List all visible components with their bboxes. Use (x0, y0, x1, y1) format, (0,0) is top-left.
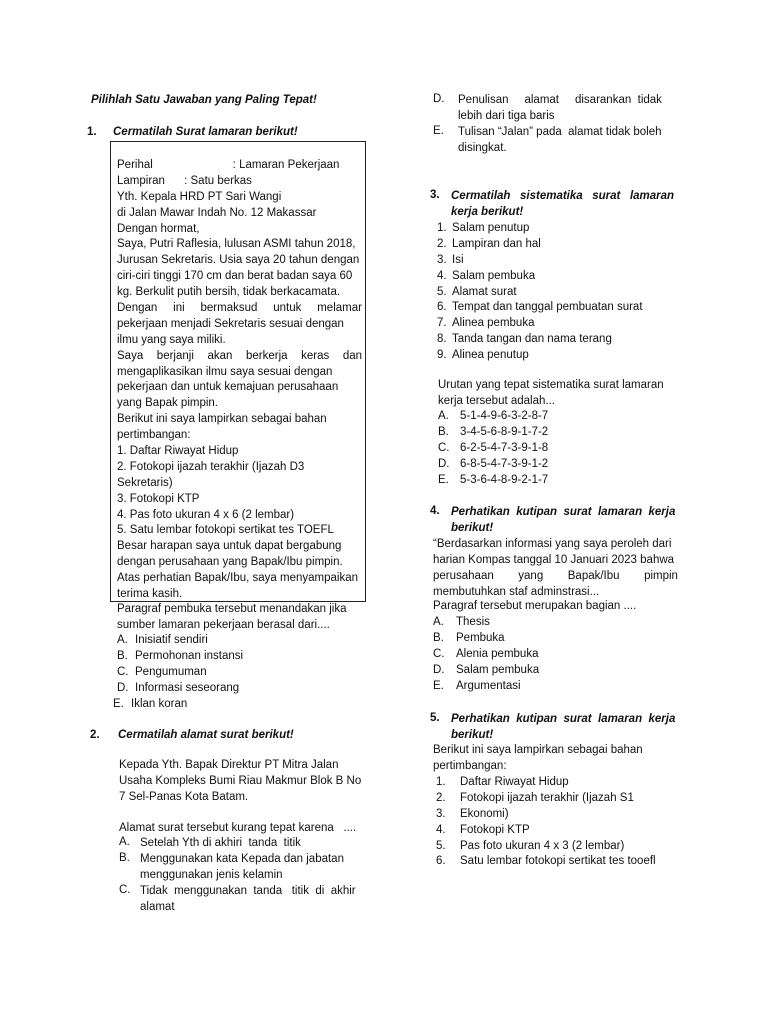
q4-option (433, 615, 678, 631)
q2-option-marker: C. (119, 883, 131, 896)
q3-item-marker: 6. (437, 301, 447, 314)
letter-address-text (119, 758, 363, 806)
q1-option-marker: B. (117, 649, 128, 662)
letter-line (117, 349, 362, 365)
q3-item-text: Alinea penutup (452, 349, 529, 362)
q4-option-text: Thesis (456, 616, 490, 628)
letter-line-word: ini (173, 302, 185, 315)
q1-option (117, 649, 362, 665)
address-line: Usaha Kompleks Bumi Riau Makmur Blok B No (119, 774, 362, 787)
letter-line: Jurusan Sekretaris. Usia saya 20 tahun dengan (117, 254, 360, 267)
letter-line-word: untuk (273, 302, 302, 315)
question-1-stem-line: sumber lamaran pekerjaan berasal dari.... (117, 618, 330, 631)
q3-option-text: 6-2-5-4-7-3-9-1-8 (460, 441, 549, 454)
question-4-options (433, 615, 678, 694)
q1-option-text: Informasi seseorang (135, 681, 240, 694)
letter-line: Besar harapan saya untuk dapat bergabung (117, 540, 342, 553)
question-4-stem: Paragraf tersebut merupakan bagian .... (433, 600, 637, 612)
letter-line: terima kasih. (117, 588, 183, 601)
q3-item-marker: 7. (437, 317, 447, 330)
q4-option-text: Salam pembuka (456, 663, 540, 676)
question-1-stem-line: Paragraf pembuka tersebut menandakan jika (117, 603, 347, 615)
letter-line: ilmu yang saya miliki. (117, 333, 226, 346)
letter-line: Atas perhatian Bapak/Ibu, saya menyampaikan (117, 572, 359, 585)
letter-line-word: Saya (117, 349, 144, 362)
q1-option-marker: D. (117, 681, 129, 694)
address-line: 7 Sel-Panas Kota Batam. (119, 790, 249, 803)
q3-option-marker: C. (438, 441, 450, 454)
q3-item (437, 332, 677, 348)
q3-option-marker: A. (438, 410, 449, 422)
q3-option-text: 5-1-4-9-6-3-2-8-7 (460, 410, 549, 422)
letter-line: mengaplikasikan ilmu saya sesuai dengan (117, 365, 333, 378)
letter-line: 3. Fotokopi KTP (117, 492, 200, 505)
q2-option-cont (433, 93, 678, 125)
letter-line: pertimbangan: (117, 429, 191, 442)
quote-line-word: yang (518, 569, 544, 582)
q5-item (436, 854, 678, 870)
quote-line-word: pimpin (644, 569, 678, 582)
q3-item (437, 221, 677, 237)
q5-item-text: Daftar Riwayat Hidup (460, 776, 569, 788)
q2-option-cont-text: disingkat. (458, 141, 507, 154)
q3-item-text: Salam pembuka (452, 269, 536, 282)
q5-item (436, 823, 678, 839)
q5-item-marker: 5. (436, 839, 446, 852)
question-4-title-line: Perhatikan kutipan surat lamaran kerja (451, 506, 676, 518)
q2-option-marker: B. (119, 851, 130, 864)
q5-item (436, 839, 678, 855)
letter-line: 5. Satu lembar fotokopi sertikat tes TOEFL (117, 524, 334, 537)
page-heading: Pilihlah Satu Jawaban yang Paling Tepat! (91, 94, 317, 106)
q5-item-marker: 4. (436, 823, 446, 836)
q2-option (119, 836, 363, 852)
letter-line-word: dan (342, 349, 362, 362)
question-2-options-continued (433, 93, 678, 157)
letter-line: di Jalan Mawar Indah No. 12 Makassar (117, 206, 317, 219)
question-5-title-line: berikut! (451, 728, 494, 741)
letter-line-word: berjanji (156, 349, 194, 362)
question-5-title-line: Perhatikan kutipan surat lamaran kerja (451, 713, 676, 725)
q5-item-marker: 6. (436, 855, 446, 868)
letter-line: Lampiran : Satu berkas (117, 174, 252, 187)
q3-option (438, 473, 678, 489)
q2-option-text: alamat (140, 900, 175, 913)
q3-item (437, 269, 677, 285)
application-letter-text (117, 158, 362, 603)
q3-item-marker: 3. (437, 253, 447, 266)
q2-option (119, 852, 363, 884)
q3-item-text: Salam penutup (452, 222, 530, 234)
quote-line: “Berdasarkan informasi yang saya peroleh dari (433, 538, 672, 550)
quote-line-word: Bapak/Ibu (567, 569, 620, 582)
q4-option-marker: A. (433, 616, 444, 628)
q2-option-text: menggunakan jenis kelamin (140, 868, 283, 881)
question-4-title-line: berikut! (451, 521, 494, 534)
quote-line: harian Kompas tanggal 10 Januari 2023 bahwa (433, 553, 675, 566)
q5-item (436, 807, 678, 823)
q2-option-cont-text: lebih dari tiga baris (458, 109, 555, 122)
q2-option-marker: A. (119, 836, 130, 848)
question-3-title-line: Cermatilah sistematika surat lamaran (451, 190, 675, 202)
q3-option (438, 409, 678, 425)
q3-option-marker: E. (438, 473, 449, 486)
q3-item-text: Tanda tangan dan nama terang (452, 333, 612, 346)
q2-option (119, 884, 363, 916)
q5-item-text: Pas foto ukuran 4 x 3 (2 lembar) (460, 839, 625, 852)
question-2-number: 2. (90, 729, 100, 741)
q2-option-cont-marker: E. (433, 124, 444, 137)
q4-option-marker: E. (433, 679, 444, 692)
question-2-options (119, 836, 363, 915)
question-4-quote (433, 537, 678, 601)
letter-line: Dengan hormat, (117, 222, 200, 235)
q5-item-marker: 2. (436, 791, 446, 804)
q4-option-text: Argumentasi (456, 679, 521, 692)
q1-option-text: Pengumuman (135, 665, 207, 678)
q2-option-line (119, 900, 363, 916)
q3-item-marker: 4. (437, 269, 447, 282)
q2-option-cont-marker: D. (433, 93, 445, 105)
letter-line: yang Bapak pimpin. (117, 397, 219, 410)
letter-line: pekerjaan dan untuk kemajuan perusahaan (117, 381, 339, 394)
q3-item-text: Lampiran dan hal (452, 237, 541, 250)
letter-line: 2. Fotokopi ijazah terakhir (Ijazah D3 (117, 460, 305, 473)
question-1-stem (117, 602, 362, 634)
q3-option-text: 6-8-5-4-7-3-9-1-2 (460, 457, 549, 470)
q3-item-text: Isi (452, 253, 464, 266)
q2-option-cont-line (433, 93, 678, 109)
q3-option (438, 457, 678, 473)
q2-option-cont-line (433, 141, 678, 157)
q3-item-marker: 5. (437, 285, 447, 298)
q3-item-marker: 2. (437, 237, 447, 250)
q2-option-text: Setelah Yth di akhiri tanda titik (140, 837, 301, 849)
q1-option-marker: A. (117, 634, 128, 646)
q2-option-cont-text: Tulisan “Jalan” pada alamat tidak boleh (458, 125, 662, 138)
q3-item (437, 300, 677, 316)
q3-item (437, 348, 677, 364)
letter-line-word: keras (301, 349, 330, 362)
question-3-title-line: kerja berikut! (451, 205, 524, 218)
question-3-list (437, 221, 677, 364)
q4-option-marker: C. (433, 647, 445, 660)
q2-option-cont-line (433, 125, 678, 141)
q4-option-marker: D. (433, 663, 445, 676)
question-3-options (438, 409, 678, 488)
letter-line: Berikut ini saya lampirkan sebagai bahan (117, 413, 327, 426)
q3-item (437, 285, 677, 301)
q2-option-cont (433, 125, 678, 157)
quote-line: membutuhkan staf adminstrasi... (433, 585, 600, 598)
q5-item-marker: 3. (436, 807, 446, 820)
q4-option (433, 631, 678, 647)
q4-option (433, 663, 678, 679)
letter-line: Perihal : Lamaran Pekerjaan (117, 159, 340, 171)
q1-option-text: Inisiatif sendiri (135, 634, 208, 646)
q3-option-marker: B. (438, 425, 449, 438)
letter-line: ciri-ciri tinggi 170 cm dan berat badan saya 60 (117, 270, 353, 283)
letter-line: Yth. Kepala HRD PT Sari Wangi (117, 190, 282, 203)
question-5-list (436, 775, 678, 870)
q4-option (433, 647, 678, 663)
q1-option-text: Permohonan instansi (135, 649, 244, 662)
letter-line-word: berkerja (245, 349, 288, 362)
q3-item-text: Alinea pembuka (452, 317, 535, 330)
q1-option (113, 697, 358, 713)
q3-item (437, 253, 677, 269)
q2-option-cont-line (433, 109, 678, 125)
q1-option-marker: E. (113, 697, 124, 710)
q2-option-text: Menggunakan kata Kepada dan jabatan (140, 852, 344, 865)
quote-line-word: perusahaan (433, 569, 494, 582)
q3-option (438, 425, 678, 441)
q5-item (436, 775, 678, 791)
question-2-title: Cermatilah alamat surat berikut! (118, 729, 294, 741)
q3-item-marker: 9. (437, 349, 447, 362)
question-3-stem-line: kerja tersebut adalah... (438, 394, 555, 407)
q5-item-text: Ekonomi) (460, 807, 509, 820)
q2-option-cont-text: Penulisan alamat disarankan tidak (458, 94, 662, 106)
q5-item (436, 791, 678, 807)
intro-line: Berikut ini saya lampirkan sebagai bahan (433, 744, 643, 756)
letter-line: dengan perusahaan yang Bapak/Ibu pimpin. (117, 556, 343, 569)
q5-item-text: Fotokopi ijazah terakhir (Ijazah S1 (460, 791, 634, 804)
question-2-stem: Alamat surat tersebut kurang tepat karena .... (119, 822, 357, 834)
q4-option-text: Alenia pembuka (456, 647, 539, 660)
q2-option-line (119, 836, 363, 852)
q5-item-text: Fotokopi KTP (460, 823, 530, 836)
question-1-title: Cermatilah Surat lamaran berikut! (113, 126, 298, 138)
q3-option-text: 3-4-5-6-8-9-1-7-2 (460, 425, 549, 438)
question-3-stem (438, 378, 678, 410)
letter-line: Sekretaris) (117, 476, 173, 489)
question-1-options (113, 633, 362, 712)
intro-line: pertimbangan: (433, 759, 507, 772)
q3-item (437, 237, 677, 253)
q3-option-marker: D. (438, 457, 450, 470)
question-1-number: 1. (87, 126, 97, 138)
q1-option (117, 681, 362, 697)
question-5-title (451, 712, 678, 744)
q3-item-marker: 8. (437, 333, 447, 346)
q3-option (438, 441, 678, 457)
letter-line-word: melamar (317, 302, 362, 315)
letter-line: 1. Daftar Riwayat Hidup (117, 445, 239, 458)
q1-option (117, 665, 362, 681)
question-4-title (451, 505, 678, 537)
q4-option (433, 679, 678, 695)
letter-line (117, 301, 362, 317)
question-5-number: 5. (430, 712, 440, 724)
q3-item-text: Alamat surat (452, 285, 517, 298)
q2-option-line (119, 884, 363, 900)
address-line: Kepada Yth. Bapak Direktur PT Mitra Jalan (119, 759, 339, 771)
q2-option-line (119, 852, 363, 868)
quote-line (433, 569, 678, 585)
question-5-intro (433, 743, 678, 775)
letter-line-word: Dengan (117, 302, 158, 315)
question-3-stem-line: Urutan yang tepat sistematika surat lamaran (438, 379, 664, 391)
letter-line: 4. Pas foto ukuran 4 x 6 (2 lembar) (117, 508, 295, 521)
question-4-number: 4. (430, 505, 440, 517)
question-3-number: 3. (430, 189, 440, 201)
q1-option-text: Iklan koran (131, 697, 188, 710)
q3-item-marker: 1. (437, 222, 447, 234)
letter-line-word: bermaksud (200, 302, 258, 315)
letter-line: Saya, Putri Raflesia, lulusan ASMI tahun 2018, (117, 238, 356, 251)
q4-option-text: Pembuka (456, 631, 505, 644)
q1-option (117, 633, 362, 649)
q1-option-marker: C. (117, 665, 129, 678)
q3-item (437, 316, 677, 332)
letter-line: kg. Berkulit putih bersih, tidak berkacamata. (117, 286, 341, 299)
letter-line-word: akan (207, 349, 233, 362)
q4-option-marker: B. (433, 631, 444, 644)
q2-option-line (119, 868, 363, 884)
q5-item-marker: 1. (436, 776, 446, 788)
question-3-title (451, 189, 678, 221)
letter-line: pekerjaan menjadi Sekretaris sesuai dengan (117, 317, 344, 330)
q2-option-text: Tidak menggunakan tanda titik di akhir (140, 884, 356, 897)
q3-option-text: 5-3-6-4-8-9-2-1-7 (460, 473, 549, 486)
q5-item-text: Satu lembar fotokopi sertikat tes tooefl (460, 855, 656, 868)
q3-item-text: Tempat dan tanggal pembuatan surat (452, 301, 643, 314)
